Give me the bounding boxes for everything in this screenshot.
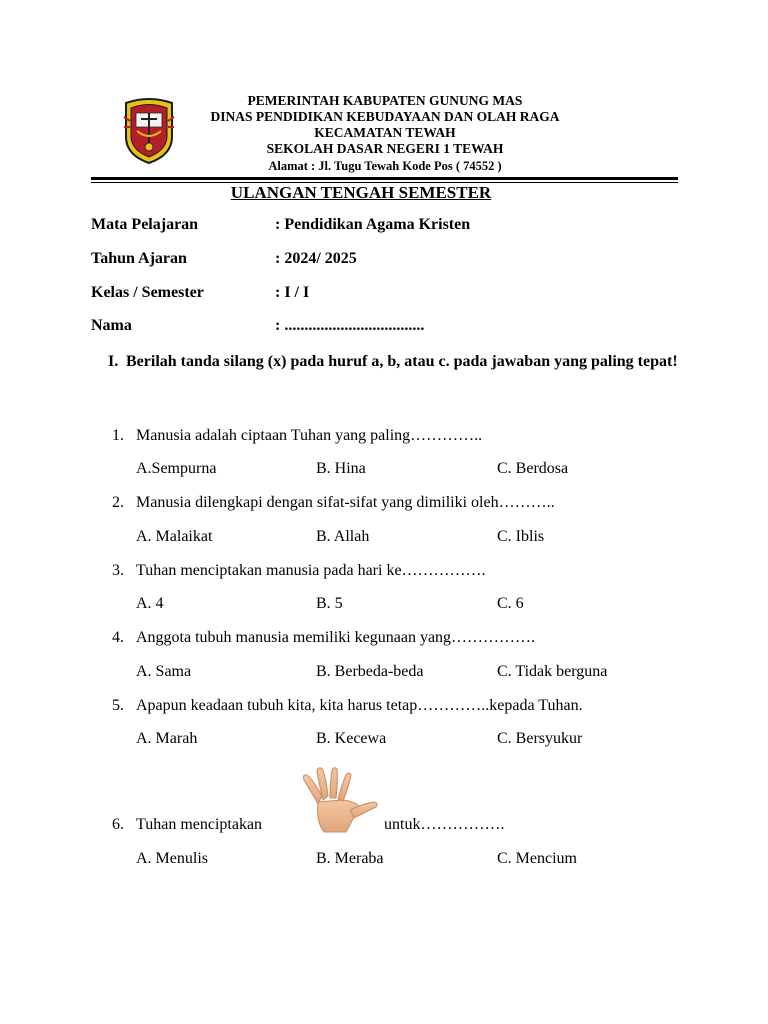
question-text-after: untuk……………. <box>384 816 505 833</box>
instruction-text: Berilah tanda silang (x) pada huruf a, b, atau c. pada jawaban yang paling tepat! <box>126 353 678 370</box>
question-number: 5. <box>112 697 124 714</box>
info-label-subject: Mata Pelajaran <box>91 216 199 233</box>
letterhead-school: SEKOLAH DASAR NEGERI 1 TEWAH <box>266 141 504 156</box>
letterhead-district: KECAMATAN TEWAH <box>314 125 456 140</box>
option-c: C. Mencium <box>497 850 577 867</box>
option-b: B. Allah <box>316 528 370 545</box>
question-number: 2. <box>112 494 124 511</box>
letterhead-divider-thick <box>91 177 678 180</box>
option-a: A. Marah <box>136 730 198 747</box>
option-b: B. Meraba <box>316 850 384 867</box>
instruction-number: I. <box>108 353 119 370</box>
question-number: 6. <box>112 816 124 833</box>
info-label-year: Tahun Ajaran <box>91 250 187 267</box>
instruction <box>108 351 678 373</box>
question-number: 4. <box>112 629 124 646</box>
option-c: C. Tidak berguna <box>497 663 608 680</box>
option-c: C. Iblis <box>497 528 545 545</box>
option-c: C. Berdosa <box>497 460 569 477</box>
exam-title: ULANGAN TENGAH SEMESTER <box>230 183 492 202</box>
option-a: A. Sama <box>136 663 192 680</box>
option-c: C. Bersyukur <box>497 730 583 747</box>
option-a: A. 4 <box>136 595 164 612</box>
option-a: A. Malaikat <box>136 528 213 545</box>
letterhead-address: Alamat : Jl. Tugu Tewah Kode Pos ( 74552 ) <box>268 159 502 173</box>
info-label-class: Kelas / Semester <box>91 284 204 301</box>
question-number: 1. <box>112 427 124 444</box>
question-text: Manusia dilengkapi dengan sifat-sifat yang dimiliki oleh……….. <box>136 494 555 511</box>
info-value-year: : 2024/ 2025 <box>275 250 357 267</box>
letterhead-government: PEMERINTAH KABUPATEN GUNUNG MAS <box>247 93 523 108</box>
question-number: 3. <box>112 562 124 579</box>
option-a: A. Menulis <box>136 850 208 867</box>
regency-crest-icon <box>122 97 176 165</box>
option-b: B. Kecewa <box>316 730 387 747</box>
question-text-before: Tuhan menciptakan <box>136 816 263 833</box>
option-b: B. Hina <box>316 460 366 477</box>
option-a: A.Sempurna <box>136 460 217 477</box>
option-b: B. Berbeda-beda <box>316 663 424 680</box>
info-value-class: : I / I <box>275 284 310 301</box>
info-value-subject: : Pendidikan Agama Kristen <box>275 216 471 233</box>
info-label-name: Nama <box>91 317 132 334</box>
hand-icon <box>290 766 380 834</box>
info-value-name: : ................................... <box>275 317 425 334</box>
question-text: Anggota tubuh manusia memiliki kegunaan yang……………. <box>136 629 536 646</box>
question-text: Tuhan menciptakan manusia pada hari ke……………. <box>136 562 486 579</box>
option-c: C. 6 <box>497 595 524 612</box>
letterhead-department: DINAS PENDIDIKAN KEBUDAYAAN DAN OLAH RAGA <box>210 109 560 124</box>
question-text: Manusia adalah ciptaan Tuhan yang paling………….. <box>136 427 483 444</box>
option-b: B. 5 <box>316 595 343 612</box>
question-text: Apapun keadaan tubuh kita, kita harus tetap…………..kepada Tuhan. <box>136 697 583 714</box>
